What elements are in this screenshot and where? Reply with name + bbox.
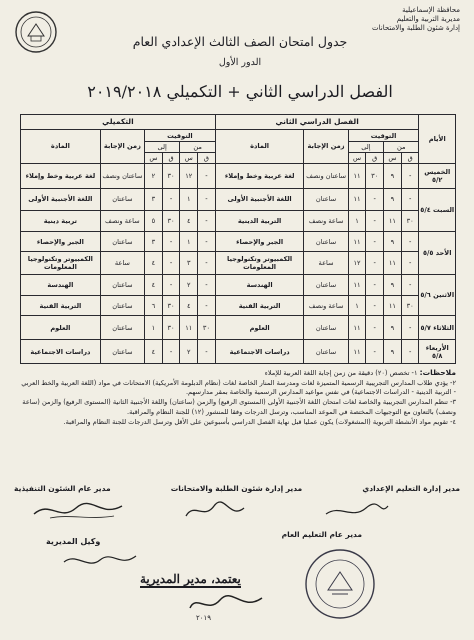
col-subject: المادة [215,130,304,164]
duration-cell: ساعة ونصف [304,211,348,232]
table-row [21,340,456,364]
handwritten-signature-icon [60,550,140,572]
cell: - [198,275,216,296]
table-row [21,231,456,252]
duration-cell: ساعتان ونصف [100,163,144,188]
cell: - [366,252,384,275]
day-cell: الثلاثاء ٥/٧ [419,316,456,340]
cell: ١٢ [180,163,198,188]
cell: ٩ [384,340,402,364]
subject-cell: الكمبيوتر وتكنولوجيا المعلومات [21,252,101,275]
cell: ١ [348,295,366,316]
cell: ١١ [180,316,198,340]
cell: ٥ [145,211,163,232]
exam-round: الدور الأول [218,57,262,68]
document-subtitle: الفصل الدراسي الثاني + التكميلي ٢٠١٩/٢٠١٨ [87,82,393,101]
ministry-logo-icon [14,10,58,54]
signature-students-director: مدير إدارة شئون الطلبة والامتحانات [170,484,303,493]
cell: - [401,275,419,296]
section-second-term: الفصل الدراسي الثاني [215,115,419,130]
cell: - [401,316,419,340]
cell: ٣٠ [366,163,384,188]
cell: ٤ [145,340,163,364]
subject-cell: دراسات الاجتماعية [21,340,101,364]
col-timing: التوقيت [145,130,216,142]
subject-cell: العلوم [21,316,101,340]
cell: - [366,211,384,232]
cell: ١١ [348,275,366,296]
subject-cell: الجبر والإحصاء [215,231,304,252]
table-row [21,211,456,232]
col-subject: المادة [21,130,101,164]
general-manager-title: مدير عام التعليم العام [281,530,362,539]
col-to: إلى [348,142,383,153]
cell: ١ [180,231,198,252]
col-hour: س [348,152,366,163]
col-from: من [384,142,419,153]
day-cell: السبت ٥/٤ [419,188,456,231]
cell: ١ [180,188,198,211]
duration-cell: ساعة ونصف [100,211,144,232]
cell: ٣٠ [401,295,419,316]
cell: - [162,340,180,364]
cell: ١١ [348,231,366,252]
note-1: ١- تخصص (٢٠) دقيقة من زمن إجابة اللغة العربية للإملاء [264,369,418,377]
cell: ١١ [348,163,366,188]
duration-cell: ساعة [304,252,348,275]
note-4: ٤- تقويم مواد الأنشطة التربوية (المشغولات) يكون عمليا قبل نهاية الفصل الدراسي بأسبوعين على الأقل وترسل الدرجات للجنة النظام والمراقبة. [63,417,456,426]
exam-schedule-table [20,114,456,364]
cell: - [366,316,384,340]
col-to: إلى [145,142,180,153]
duration-cell: ساعتان [100,275,144,296]
duration-cell: ساعتان [304,231,348,252]
duration-cell: ساعتان [100,188,144,211]
cell: - [198,231,216,252]
cell: ١٢ [348,252,366,275]
duration-cell: ساعتان [304,188,348,211]
subject-cell: الهندسة [215,275,304,296]
note-2: ٢- يؤدي طلاب المدارس التجريبية الرسمية المتميزة لغات ومدرسة المنار الخاصة لغات (نظام الدبلومة الأمريكية) الامتحانات في مواد (اللغة العربية والخط العربي - التربية الدينية - الدراسات الاجتماعية) في نفس مواعيد المدارس الرسمية والخاصة بمقر مدارسهم. [21,378,456,397]
subject-cell: اللغة الأجنبية الأولى [21,188,101,211]
subject-cell: الهندسة [21,275,101,296]
signature-date: ٢٠١٩ [196,614,212,622]
cell: ٣٠ [162,295,180,316]
duration-cell: ساعة [100,252,144,275]
col-duration: زمن الإجابة [100,130,144,164]
cell: - [401,163,419,188]
subject-cell: لغة عربية وخط وإملاء [215,163,304,188]
handwritten-signature-icon [30,498,130,524]
cell: - [366,340,384,364]
cell: ٤ [180,295,198,316]
cell: ٣ [180,252,198,275]
col-days: الأيام [419,115,456,164]
cell: ٩ [384,188,402,211]
col-minute: ق [162,152,180,163]
cell: ٤ [145,252,163,275]
cell: - [198,211,216,232]
handwritten-signature-icon [186,590,266,616]
header-line-1: محافظة الإسماعيلية [402,6,460,14]
duration-cell: ساعة ونصف [304,295,348,316]
document-title: جدول امتحان الصف الثالث الإعدادي العام [132,34,348,49]
cell: ١١ [348,316,366,340]
official-seal-icon [302,546,378,622]
duration-cell: ساعتان [100,340,144,364]
col-hour: س [180,152,198,163]
cell: - [198,252,216,275]
cell: - [162,275,180,296]
col-minute: ق [366,152,384,163]
subject-cell: التربية الدينية [215,211,304,232]
cell: ٤ [180,211,198,232]
subject-cell: لغة عربية وخط وإملاء [21,163,101,188]
table-row [21,295,456,316]
cell: ٣٠ [198,316,216,340]
table-row [21,275,456,296]
cell: - [162,188,180,211]
signature-titles [14,484,460,493]
col-hour: س [384,152,402,163]
cell: ٩ [384,163,402,188]
cell: - [366,295,384,316]
day-cell: الأحد ٥/٥ [419,231,456,274]
ministry-header [310,6,460,33]
cell: - [401,231,419,252]
cell: - [366,275,384,296]
day-cell: الاثنين ٥/٦ [419,275,456,316]
subject-cell: الكمبيوتر وتكنولوجيا المعلومات [215,252,304,275]
col-duration: زمن الإجابة [304,130,348,164]
cell: ١١ [348,340,366,364]
cell: ٩ [384,275,402,296]
col-timing: التوقيت [348,130,419,142]
cell: ١١ [384,252,402,275]
cell: ٩ [384,316,402,340]
subject-cell: تربية دينية [21,211,101,232]
subject-cell: اللغة الأجنبية الأولى [215,188,304,211]
cell: ٣٠ [162,316,180,340]
day-cell: الأربعاء ٥/٨ [419,340,456,364]
cell: ٣ [145,231,163,252]
col-from: من [180,142,215,153]
col-minute: ق [198,152,216,163]
cell: ٤ [145,275,163,296]
table-row [21,316,456,340]
handwritten-signature-icon [322,500,392,522]
cell: - [198,340,216,364]
day-cell: الخميس ٥/٢ [419,163,456,188]
cell: ٦ [145,295,163,316]
subject-cell: الجبر والإحصاء [21,231,101,252]
cell: ١ [348,211,366,232]
cell: - [198,163,216,188]
cell: ١١ [384,295,402,316]
notes-title: ملاحظات: [419,368,456,377]
cell: - [162,231,180,252]
table-row [21,252,456,275]
duration-cell: ساعتان [304,340,348,364]
signature-prep-director: مدير إدارة التعليم الإعدادي [362,484,460,493]
cell: ٢ [180,340,198,364]
section-supplementary: التكميلي [21,115,216,130]
duration-cell: ساعتان [100,295,144,316]
subject-cell: التربية الفنية [215,295,304,316]
approval-line: يعتمد، مدير المديرية [140,572,241,586]
cell: ٢ [145,163,163,188]
table-row [21,188,456,211]
cell: - [366,231,384,252]
cell: - [401,252,419,275]
subject-cell: العلوم [215,316,304,340]
duration-cell: ساعتان [304,275,348,296]
cell: - [198,295,216,316]
notes-section [20,368,456,427]
cell: ٣ [145,188,163,211]
cell: ٣٠ [162,163,180,188]
deputy-title: وكيل المديرية [46,537,101,546]
duration-cell: ساعتان [304,316,348,340]
cell: - [366,188,384,211]
cell: - [162,252,180,275]
cell: ٩ [384,231,402,252]
col-hour: س [145,152,163,163]
cell: - [401,340,419,364]
cell: ١١ [348,188,366,211]
cell: - [198,188,216,211]
table-row [21,163,456,188]
subject-cell: دراسات الاجتماعية [215,340,304,364]
cell: ١١ [384,211,402,232]
subject-cell: التربية الفنية [21,295,101,316]
col-minute: ق [401,152,419,163]
note-3: ٣- تنظم المدارس التجريبية والخاصة لغات امتحان اللغة الأجنبية الأولى (المستوى الرفيع) والزمن (ساعتان) واللغة الأجنبية الثانية (المستوى الرفيع) والزمن (ساعة ونصف) بالتعاون مع التوجيهات المختصة في الموعد المناسب، وترسل الدرجات وفقا للمنشور (١٢) للجنة النظام والمراقبة. [22,398,456,416]
cell: ٣٠ [162,211,180,232]
cell: ٣٠ [401,211,419,232]
cell: ١ [145,316,163,340]
signature-executive-director: مدير عام الشئون التنفيذية [14,484,111,493]
header-line-3: إدارة شئون الطلبة والامتحانات [372,24,460,32]
cell: ٢ [180,275,198,296]
cell: - [401,188,419,211]
duration-cell: ساعتان [100,231,144,252]
header-line-2: مديرية التربية والتعليم [396,15,460,23]
handwritten-signature-icon [180,498,250,524]
duration-cell: ساعتان ونصف [304,163,348,188]
duration-cell: ساعتان [100,316,144,340]
